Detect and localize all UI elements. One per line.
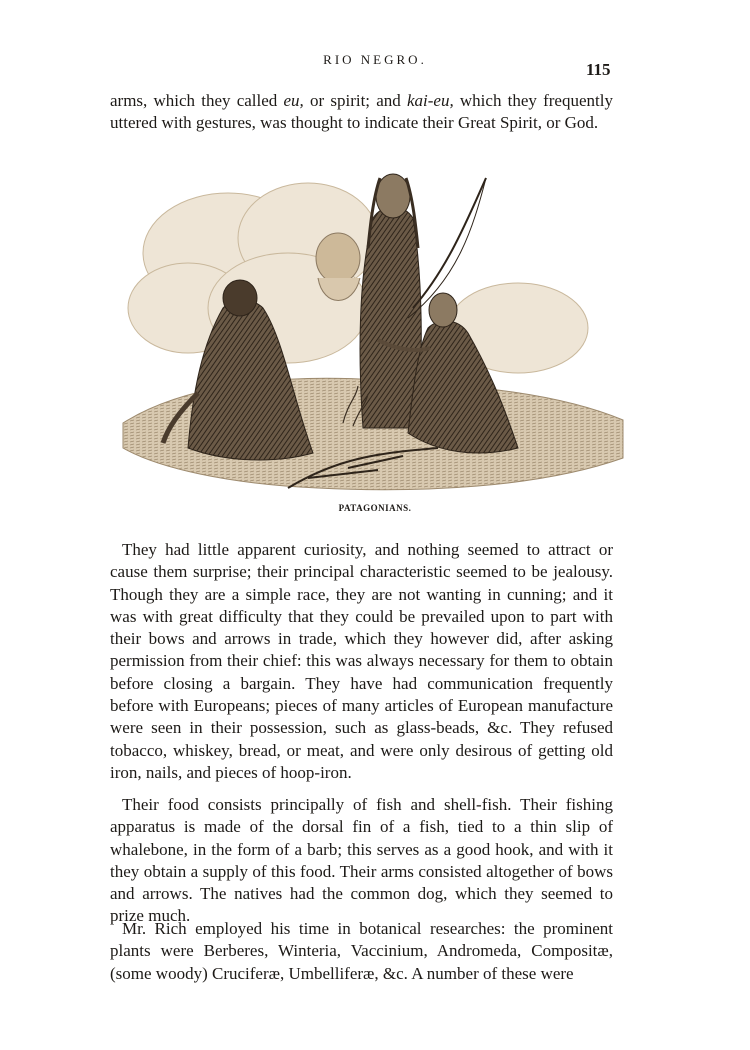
paragraph-1 [110,539,613,784]
running-title: RIO NEGRO. [323,52,427,67]
paragraph-3 [110,918,613,985]
paragraph-2 [110,794,613,928]
text-run: They had little apparent curiosity, and nothing seemed to attract or cause them surprise; their principal characteristic seemed to be jealousy. Though they are a simple race, they are not wanting in cunning; and it was with great difficulty that they could be prevailed upon to part with their bows and arrows in trade, which they however did, after asking permission from their chief: this was always necessary for them to obtain before closing a bargain. They have had communication frequently before with Europeans; pieces of many articles of European manufacture were seen in their possession, such as glass-beads, &c. They refused tobacco, whiskey, bread, or meat, and were only desirous of getting old iron, nails, and pieces of hoop-iron. [110,540,613,782]
continued-paragraph [110,90,613,135]
text-run: which they frequently uttered with gestures, was thought to indicate their Great Spirit, or God. [110,91,613,133]
engraving-illustration [118,158,628,498]
engraving-drawing [118,158,628,498]
text-run: or spirit; and [303,91,407,110]
figure-caption: PATAGONIANS. [338,503,412,513]
text-run: Mr. Rich employed his time in botanical researches: the prominent plants were Berberes, Winteria, Vaccinium, Andromeda, Compositæ, (some woody) Cruciferæ, Umbelliferæ, &c. A number of these were [110,919,613,983]
page-number: 115 [586,60,611,79]
text-run: arms, which they called [110,91,284,110]
text-run: Their food consists principally of fish and shell-fish. Their fishing apparatus is made of the dorsal fin of a fish, tied to a thin slip of whalebone, in the form of a barb; this serves as a good hook, and with it they obtain a supply of this food. Their arms consisted altogether of bows and arrows. The natives had the common dog, which they seemed to prize much. [110,795,613,926]
background-figure [316,233,360,301]
term-kai-eu: kai-eu, [406,91,454,110]
term-eu: eu, [283,91,304,110]
